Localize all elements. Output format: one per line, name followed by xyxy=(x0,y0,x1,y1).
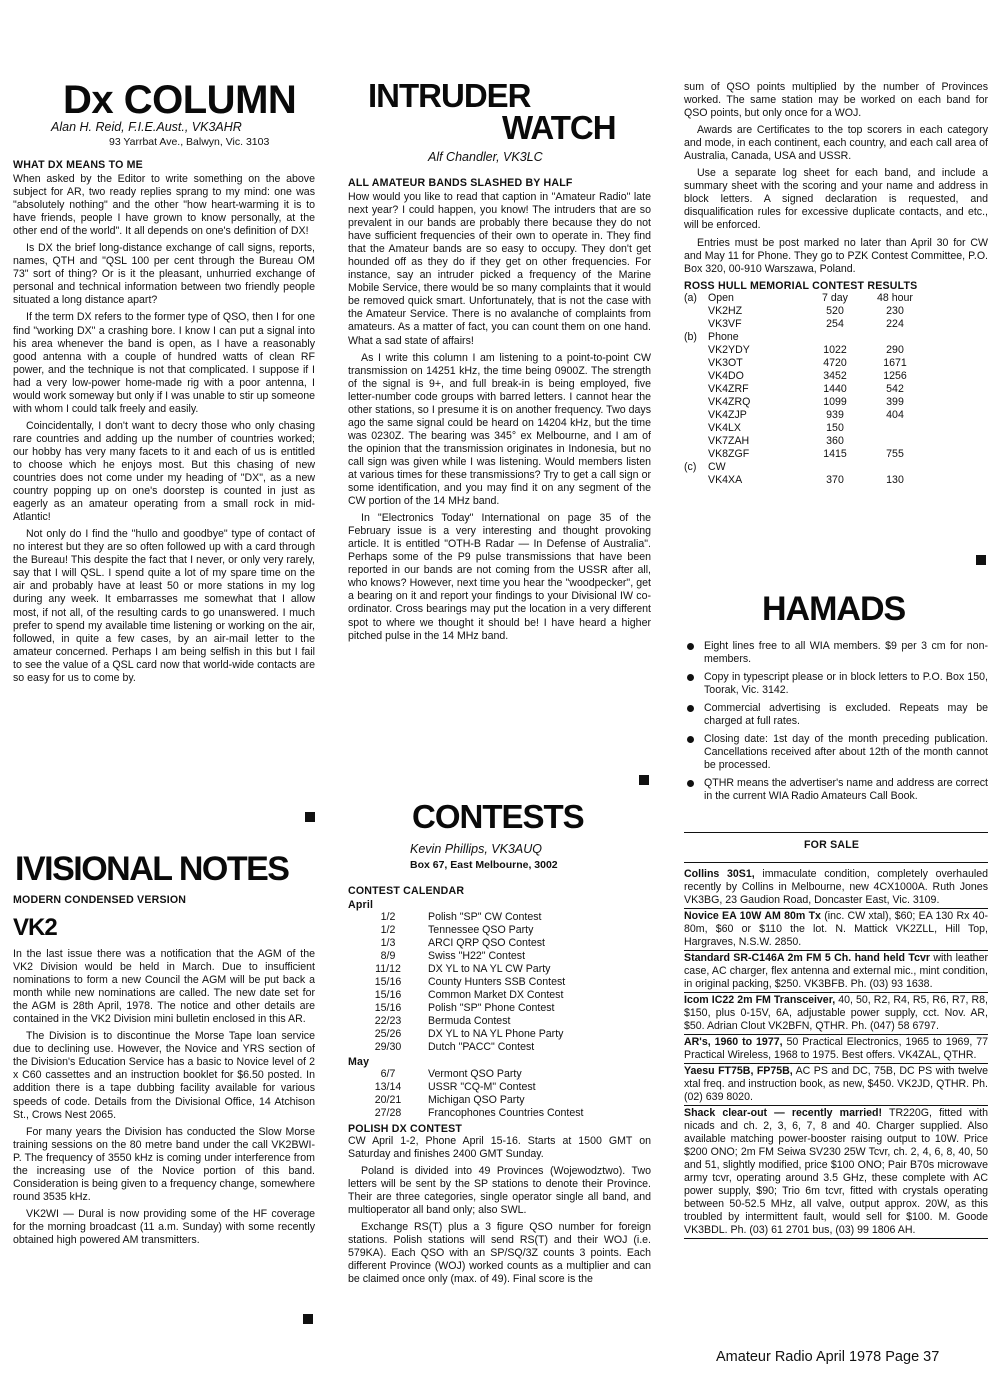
column-heading xyxy=(804,461,866,474)
dx-heading: WHAT DX MEANS TO ME xyxy=(13,159,143,171)
contest-row xyxy=(348,1068,648,1081)
score-7day: 1022 xyxy=(823,343,847,356)
column-heading xyxy=(804,331,866,344)
ad-body: TR220G, fitted with nicads and ch. 2, 3, 6, 7, 8 and 40. Charger supplied. Also available matching power-booster raising output to 10W. Price $200 ONO; 2m FM Seiwa SV230 25W Tcvr, ch. 2, 4, 6, 8, 40, 50 and 51, slightly modified, price $100 ONO; Pair B70s microwave army tcvr, operating around 3.5 GHz, these complete with AC power supply, $90; Trio 6m tcvr, fitted with crystals operating between 50-52.5 MHz, all valve, output approx. 20W, as this troubled by intermittent fault, would sell for $100. M. Goode VK3BDL. Ph. (03) 61 2701 bus, (03) 99 1806 AH. xyxy=(684,1107,988,1236)
contest-date: 29/30 xyxy=(374,1041,402,1053)
bullet-icon xyxy=(687,780,694,787)
ad-item xyxy=(684,1064,988,1106)
station-call: VK4DO xyxy=(708,369,744,382)
results-group-row xyxy=(684,292,924,305)
calendar-heading: CONTEST CALENDAR xyxy=(348,885,465,897)
ad-title: Icom IC22 2m FM Transceiver, xyxy=(684,994,836,1006)
divisional-paragraph: For many years the Division has conducted the Slow Morse training sessions on the 80 metre band under the call VK2BWI-P. The frequency of 3550 kHz is coming under interference from the increasing use of the Novice portion of this band. Consideration is being given to a frequency change, somewhere round 3535 kHz. xyxy=(13,1125,315,1203)
station-call: VK3VF xyxy=(708,317,742,330)
dx-paragraph: If the term DX refers to the former type of QSO, then I for one find "working DX" a crashing bore. I know I can put a signal into his area whenever the band is open, as I have a reasonably good antenna with a couple of hundred watts of clean RF power, and the technique is not that complicated. I suppose if I had a very low-power home-made rig with a poor antenna, I would work someway but only if I was unable to stir up someone with whom I could talk freely and easily. xyxy=(13,311,315,415)
contest-row xyxy=(348,1107,648,1120)
ad-body: AC PS and DC, 75B, DC PS with twelve xtal freq. and instruction book, as new, $450. VK2JD, QTHR. Ph. (02) 639 8020. xyxy=(684,1065,989,1103)
group-label: Phone xyxy=(708,330,739,343)
contests-paragraph: sum of QSO points multiplied by the number of Provinces worked. The same station may be worked on each band for QSO points, but only once for a WOJ. xyxy=(684,81,988,120)
contests-title: CONTESTS xyxy=(412,798,584,835)
contest-name: DX YL to NA YL Phone Party xyxy=(428,1028,564,1040)
hamads-rule xyxy=(684,777,988,803)
divisional-paragraph: VK2WI — Dural is now providing some of the HF coverage for the morning broadcast (11 a.m. Sunday) with some recently obtained high powered AM transmitters. xyxy=(13,1207,315,1246)
group-letter: (b) xyxy=(684,330,697,343)
for-sale-heading: FOR SALE xyxy=(804,839,860,851)
results-row xyxy=(684,383,924,396)
polish-heading: POLISH DX CONTEST xyxy=(348,1123,463,1135)
ad-title: Collins 30S1, xyxy=(684,868,755,880)
ross-hull-results xyxy=(684,292,924,487)
ad-title: AR's, 1960 to 1977, xyxy=(684,1036,783,1048)
contest-date: 13/14 xyxy=(374,1081,402,1093)
score-7day: 254 xyxy=(826,317,844,330)
results-row xyxy=(684,448,924,461)
spacer xyxy=(684,448,708,461)
dx-paragraph: When asked by the Editor to write something on the above subject for AR, two ready replies sprang to my mind: one was "absolutely nothing" and the other "how heart-warming it is to have friends, people I have grown to know personally, at the other end of the world". It all depends on one's definition of DX! xyxy=(13,173,315,238)
station-call: VK4ZRQ xyxy=(708,395,751,408)
score-7day: 370 xyxy=(826,473,844,486)
contest-row xyxy=(348,963,648,976)
intruder-heading: ALL AMATEUR BANDS SLASHED BY HALF xyxy=(348,177,573,189)
end-mark xyxy=(303,1314,313,1324)
column-heading: 48 hour xyxy=(877,291,913,304)
contests-author: Kevin Phillips, VK3AUQ xyxy=(410,842,543,856)
dx-author: Alan H. Reid, F.I.E.Aust., VK3AHR xyxy=(51,120,242,134)
contest-row xyxy=(348,924,648,937)
hamads-rule xyxy=(684,702,988,728)
ad-body: immaculate condition, completely overhauled recently by Collins in Melbourne, new 4CX1000A. Ruth Jones VK3BG, 23 Gaudion Road, Doncaster East, Vic. 3109. xyxy=(684,868,988,906)
dx-paragraph: Not only do I find the "hullo and goodbye" type of contact of no interest but they are so often followed up with a card through the Bureau! This despite the fact that I never, or only very rarely, say that I will QSL. I spend quite a lot of my spare time on the air and probably have at least 50 or more stations in my log during any week. It embarrasses me somewhat that I allow most, if not all, of the resulting cards to go unanswered. I much prefer to spend my available time listening or working on the air, followed, in quite a few cases, by an air-mail letter to the amateur concerned. Perhaps I am being selfish in this but I fail to see the value of a QSL card now that world-wide contacts are so easy for us to come by. xyxy=(13,528,315,684)
results-row xyxy=(684,344,924,357)
results-group-row xyxy=(684,461,924,474)
contest-name: Common Market DX Contest xyxy=(428,989,564,1001)
score-48hour xyxy=(866,435,924,448)
contest-date: 15/16 xyxy=(374,989,402,1001)
vk2-heading: VK2 xyxy=(13,914,57,941)
score-7day: 3452 xyxy=(823,369,847,382)
column-heading xyxy=(866,461,924,474)
contest-row xyxy=(348,1041,648,1054)
score-7day: 1099 xyxy=(823,395,847,408)
spacer xyxy=(684,435,708,448)
contest-date: 27/28 xyxy=(374,1107,402,1119)
hamads-rule xyxy=(684,733,988,772)
classified-ads xyxy=(684,867,988,1239)
station-call: VK8ZGF xyxy=(708,447,750,460)
station-call: VK4XA xyxy=(708,473,743,486)
score-7day: 4720 xyxy=(823,356,847,369)
spacer xyxy=(684,422,708,435)
may-label: May xyxy=(348,1056,370,1068)
score-48hour: 130 xyxy=(886,473,904,486)
rule-text: Copy in typescript please or in block letters to P.O. Box 150, Toorak, Vic. 3142. xyxy=(704,671,988,696)
results-row xyxy=(684,318,924,331)
ad-body: (inc. CW xtal), $60; EA 130 Rx 40-80m, $60 or $110 the lot. N. Mattick VK2ZLL, Hill Top, Hargraves, N.S.W. 2850. xyxy=(684,910,988,948)
contest-name: County Hunters SSB Contest xyxy=(428,976,566,988)
column-heading: 7 day xyxy=(822,291,848,304)
spacer xyxy=(684,318,708,331)
contests-paragraph: CW April 1-2, Phone April 15-16. Starts at 1500 GMT on Saturday and finishes 2400 GMT Sunday. xyxy=(348,1135,651,1161)
bullet-icon xyxy=(687,674,694,681)
hamads-rule xyxy=(684,640,988,666)
end-mark xyxy=(976,555,986,565)
dx-paragraph: Is DX the brief long-distance exchange of call signs, reports, names, QTH and "QSL 100 per cent through the Bureau OM 73" sort of thing? Or is it the pleasant, unhurried exchange of personal and technical information between two friendly people situated a long distance apart? xyxy=(13,242,315,307)
intruder-paragraph: As I write this column I am listening to a point-to-point CW transmission on 14251 kHz, the time being 0900Z. The strength of the signal is 9+, and full break-in is being employed, five letter-number code groups with barred letters. I cannot hear the other stations, so I presume it is on another frequency. Two days ago the same signal could be heard on 14204 kHz, but the time was 0230Z. The bearing was 345° ex Melbourne, and I am of the opinion that the transmission originates in Indonesia, but no call sign was given while I was listening. Would members listen at various times for these transmissions? Try to get a call sign or some identification, and you may find it on any segment of the CW portion of the 14 MHz band. xyxy=(348,351,651,508)
contests-paragraph: Awards are Certificates to the top scorers in each category and mode, in each continent, each country, and each call area of Australia, Canada, USA and USSR. xyxy=(684,124,988,163)
watch-title: WATCH xyxy=(502,109,616,146)
contest-name: Swiss "H22" Contest xyxy=(428,950,526,962)
station-call: VK2HZ xyxy=(708,304,743,317)
divisional-title: IVISIONAL NOTES xyxy=(15,850,289,888)
station-call: VK4ZRF xyxy=(708,382,749,395)
hamads-rule xyxy=(684,671,988,697)
bullet-icon xyxy=(687,643,694,650)
score-7day: 1440 xyxy=(823,382,847,395)
contests-address: Box 67, East Melbourne, 3002 xyxy=(410,859,558,871)
contest-name: Tennessee QSO Party xyxy=(428,924,534,936)
results-row xyxy=(684,305,924,318)
score-48hour: 399 xyxy=(886,395,904,408)
station-call: VK3OT xyxy=(708,356,743,369)
contests-paragraph: Use a separate log sheet for each band, and include a summary sheet with the scoring and your name and address in block letters. A signed declaration is requested, and disqualification rules for excessive duplicate contacts, and etc., will be enforced. xyxy=(684,167,988,232)
spacer xyxy=(684,396,708,409)
contest-row xyxy=(348,950,648,963)
contest-name: Vermont QSO Party xyxy=(428,1068,522,1080)
contest-name: USSR "CQ-M" Contest xyxy=(428,1081,536,1093)
ad-item xyxy=(684,909,988,951)
ad-item xyxy=(684,1035,988,1064)
contest-row xyxy=(348,1015,648,1028)
station-call: VK4ZJP xyxy=(708,408,747,421)
ad-item xyxy=(684,993,988,1035)
ad-item xyxy=(684,951,988,993)
score-48hour xyxy=(866,422,924,435)
contest-row xyxy=(348,1094,648,1107)
results-row xyxy=(684,474,924,487)
page-footer: Amateur Radio April 1978 Page 37 xyxy=(716,1349,940,1365)
spacer xyxy=(684,344,708,357)
contest-name: Polish "SP" CW Contest xyxy=(428,911,542,923)
ad-body: 40, 50, R2, R4, R5, R6, R7, R8, $150, plus 0-15V, 6A, adjustable power supply, cct. Nov. AR, $50. Adrian Clout VK2BFN, QTHR. Ph. (047) 58 6797. xyxy=(684,994,988,1032)
contest-date: 8/9 xyxy=(380,950,396,962)
hamads-rules xyxy=(684,640,988,808)
rule-text: Eight lines free to all WIA members. $9 per 3 cm for non-members. xyxy=(704,640,988,665)
ad-title: Yaesu FT75B, FP75B, xyxy=(684,1065,793,1077)
ad-body: with leather case, AC charger, flex antenna and external mic., mint condition, in original packing, $250. VK3BFB. Ph. (03) 93 1638. xyxy=(684,952,988,990)
rule-text: QTHR means the advertiser's name and address are correct in the current WIA Radio Amateurs Call Book. xyxy=(704,777,988,802)
ad-title: Shack clear-out — recently married! xyxy=(684,1107,883,1119)
divisional-paragraph: In the last issue there was a notification that the AGM of the VK2 Division would be held in March. Due to insufficient nominations to form a new Council the AGM will be put back a month while new nominations are called. The new date set for the AGM is 28th April, 1978. The notice and other details are contained in the VK2 Division mini bulletin enclosed in this AR. xyxy=(13,948,315,1026)
results-row xyxy=(684,435,924,448)
rule-text: Commercial advertising is excluded. Repeats may be charged at full rates. xyxy=(704,702,988,727)
end-mark xyxy=(639,775,649,785)
divisional-paragraph: The Division is to discontinue the Morse Tape loan service due to declining use. However, the Novice and YRS section of the Division's Education Service has a basic to Novice level of 2 x C60 cassettes and an instruction booklet for $6.50 posted. In addition there is a tape dubbing facility available for various speeds of code. Details from the Divisional Office, 14 Atchison St., Crows Nest 2065. xyxy=(13,1030,315,1121)
group-label: Open xyxy=(708,291,734,304)
score-7day: 939 xyxy=(826,408,844,421)
score-48hour: 1671 xyxy=(883,356,907,369)
spacer xyxy=(684,383,708,396)
contest-row xyxy=(348,937,648,950)
contest-row xyxy=(348,1028,648,1041)
contest-name: Dutch "PACC" Contest xyxy=(428,1041,535,1053)
results-row xyxy=(684,357,924,370)
ad-body: 50 Practical Electronics, 1965 to 1969, 77 Practical Wireless, 1968 to 1975. Best offers. VK4ZAL, QTHR. xyxy=(684,1036,988,1061)
contest-date: 25/26 xyxy=(374,1028,402,1040)
station-call: VK7ZAH xyxy=(708,434,750,447)
score-7day: 150 xyxy=(826,421,844,434)
column-heading xyxy=(866,331,924,344)
contest-name: Polish "SP" Phone Contest xyxy=(428,1002,555,1014)
group-letter: (a) xyxy=(684,291,697,304)
contest-name: ARCI QRP QSO Contest xyxy=(428,937,545,949)
score-48hour: 290 xyxy=(886,343,904,356)
contests-paragraph: Entries must be post marked no later than April 30 for CW and May 11 for Phone. They go to PZK Contest Committee, P.O. Box 320, 00-910 Warszawa, Poland. xyxy=(684,236,988,275)
ad-item xyxy=(684,1106,988,1239)
intruder-author: Alf Chandler, VK3LC xyxy=(428,150,543,164)
bullet-icon xyxy=(687,705,694,712)
divider xyxy=(684,862,988,863)
spacer xyxy=(684,357,708,370)
ross-hull-heading: ROSS HULL MEMORIAL CONTEST RESULTS xyxy=(684,279,918,292)
dx-paragraph: Coincidentally, I don't want to decry those who only chasing rare countries and adding up the number of countries worked; our hobby has very many facets to it and each of us is entitled to choose which he enjoys most. But this chasing of new countries does not come under my heading of "DX", as a new country popping up on one's doorstep is counted in just as eagerly as an amateur operating from a small rock in mid-Atlantic! xyxy=(13,419,315,524)
contest-date: 1/2 xyxy=(380,924,396,936)
april-label: April xyxy=(348,899,374,911)
contest-name: Francophones Countries Contest xyxy=(428,1107,584,1119)
dx-address: 93 Yarrbat Ave., Balwyn, Vic. 3103 xyxy=(109,136,270,148)
contest-date: 15/16 xyxy=(374,1002,402,1014)
contest-date: 11/12 xyxy=(375,963,401,975)
contest-name: Bermuda Contest xyxy=(428,1015,511,1027)
contest-date: 20/21 xyxy=(374,1094,402,1106)
score-48hour: 1256 xyxy=(883,369,907,382)
spacer xyxy=(684,305,708,318)
april-contests xyxy=(348,911,648,1054)
contest-row xyxy=(348,1081,648,1094)
score-48hour: 755 xyxy=(886,447,904,460)
results-group-row xyxy=(684,331,924,344)
ad-title: Novice EA 10W AM 80m Tx xyxy=(684,910,821,922)
contest-date: 22/23 xyxy=(374,1015,402,1027)
end-mark xyxy=(305,812,315,822)
contest-row xyxy=(348,989,648,1002)
spacer xyxy=(684,409,708,422)
spacer xyxy=(684,370,708,383)
contest-name: Michigan QSO Party xyxy=(428,1094,525,1106)
intruder-title: INTRUDER xyxy=(368,77,531,114)
may-contests xyxy=(348,1068,648,1120)
divisional-subtitle: MODERN CONDENSED VERSION xyxy=(13,894,187,906)
contest-date: 6/7 xyxy=(380,1068,396,1080)
results-row xyxy=(684,396,924,409)
intruder-paragraph: In "Electronics Today" International on page 35 of the February issue is a very interesting and thought provoking article. It is entitled "OTH-B Radar — In Defense of Australia". Perhaps some of the P9 pulse transmissions that have been reported in our bands are not coming from the USSR after all, who knows? However, next time you hear the "woodpecker", get a bearing on it and report your findings to your Divisional IW co-ordinator. Cross bearings may put the location in a very different spot to where we thought it should be! I have heard a higher pitched pulse in the 14 MHz band. xyxy=(348,512,651,642)
station-call: VK2YDY xyxy=(708,343,750,356)
ad-title: Standard SR-C146A 2m FM 5 Ch. hand held Tcvr xyxy=(684,952,930,964)
results-row xyxy=(684,370,924,383)
dx-title: Dx COLUMN xyxy=(63,78,297,122)
score-48hour: 224 xyxy=(886,317,904,330)
score-48hour: 230 xyxy=(886,304,904,317)
score-7day: 520 xyxy=(826,304,844,317)
group-label: CW xyxy=(708,460,726,473)
score-48hour: 404 xyxy=(886,408,904,421)
intruder-paragraph: How would you like to read that caption in "Amateur Radio" late next year? I could happen, you know! The intruders that are so prevalent in our bands are probably there because they do not have sufficient frequencies of their own to operate in. They find that the Amateur bands are so easy to occupy. They don't get hounded off as they do if they get on other frequencies. For instance, say an intruder picked a frequency of the Marine Mobile Service, there would be so many complaints that it would be removed quick smart. Unfortunately, that is not the case with the Amateur Service. There is no avalanche of complaints from amateurs. As a matter of fact, you can count them on one hand. What a sad state of affairs! xyxy=(348,191,651,347)
bullet-icon xyxy=(687,736,694,743)
divider xyxy=(684,832,988,833)
hamads-title: HAMADS xyxy=(762,590,906,628)
ad-item xyxy=(684,867,988,909)
station-call: VK4LX xyxy=(708,421,741,434)
contest-date: 1/3 xyxy=(380,937,396,949)
results-row xyxy=(684,409,924,422)
contests-paragraph: Poland is divided into 49 Provinces (Wojewodztwo). Two letters will be sent by the SP stations to denote their Province. Their are three categories, single operator single all band, and multioperator all band only; also SWL. xyxy=(348,1165,651,1217)
score-7day: 360 xyxy=(826,434,844,447)
contest-date: 15/16 xyxy=(374,976,402,988)
contests-paragraph: Exchange RS(T) plus a 3 figure QSO number for foreign stations. Polish stations will send RS(T) and their WOJ (i.e. 579KA). Each QSO with an SP/SQ/3Z counts 3 points. Each different Province (WOJ) worked counts as a multiplier and can be claimed once only (max. of 49). Final score is the xyxy=(348,1221,651,1286)
score-7day: 1415 xyxy=(823,447,847,460)
contest-name: DX YL to NA YL CW Party xyxy=(428,963,551,975)
spacer xyxy=(684,474,708,487)
group-letter: (c) xyxy=(684,460,697,473)
contest-row xyxy=(348,911,648,924)
rule-text: Closing date: 1st day of the month preceding publication. Cancellations received after about 12th of the month cannot be processed. xyxy=(704,733,988,771)
score-48hour: 542 xyxy=(886,382,904,395)
contest-row xyxy=(348,976,648,989)
contest-row xyxy=(348,1002,648,1015)
contest-date: 1/2 xyxy=(380,911,396,923)
results-row xyxy=(684,422,924,435)
